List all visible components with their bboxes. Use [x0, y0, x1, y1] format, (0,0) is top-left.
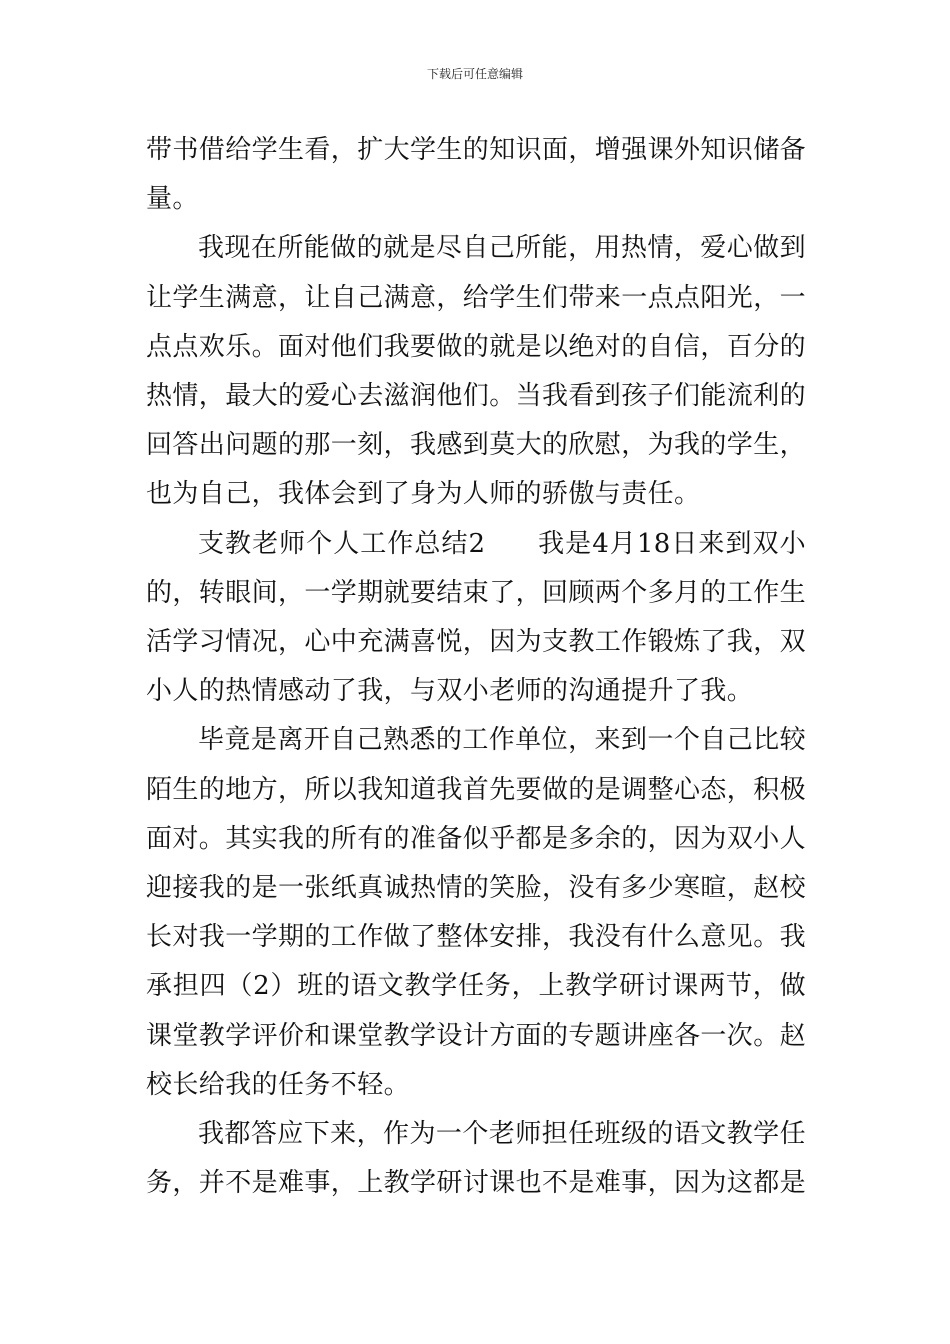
- section-title: 支教老师个人工作总结2: [198, 528, 486, 559]
- paragraph: [146, 520, 806, 717]
- paragraph: [146, 126, 806, 224]
- paragraph-text: 带书借给学生看，扩大学生的知识面，增强课外知识储备量。: [146, 135, 807, 215]
- document-body: [146, 126, 806, 1208]
- header-note: 下载后可任意编辑: [426, 67, 523, 81]
- paragraph: [146, 224, 806, 519]
- paragraph-text: 我都答应下来，作为一个老师担任班级的语文教学任务，并不是难事，上教学研讨课也不是难事，因为这都是: [146, 1119, 807, 1199]
- paragraph-text: 我是4月18日来到双小的，转眼间，一学期就要结束了，回顾两个多月的工作生活学习情况，心中充满喜悦，因为支教工作锻炼了我，双小人的热情感动了我，与双小老师的沟通提升了我。: [146, 528, 807, 707]
- paragraph: [146, 716, 806, 1110]
- paragraph-text: 毕竟是离开自己熟悉的工作单位，来到一个自己比较陌生的地方，所以我知道我首先要做的是调整心态，积极面对。其实我的所有的准备似乎都是多余的，因为双小人迎接我的是一张纸真诚热情的笑脸，没有多少寒暄，赵校长对我一学期的工作做了整体安排，我没有什么意见。我承担四（2）班的语文教学任务，上教学研讨课两节，做课堂教学评价和课堂教学设计方面的专题讲座各一次。赵校长给我的任务不轻。: [146, 725, 807, 1100]
- paragraph-text: 我现在所能做的就是尽自己所能，用热情，爱心做到让学生满意，让自己满意，给学生们带来一点点阳光，一点点欢乐。面对他们我要做的就是以绝对的自信，百分的热情，最大的爱心去滋润他们。当我看到孩子们能流利的回答出问题的那一刻，我感到莫大的欣慰，为我的学生，也为自己，我体会到了身为人师的骄傲与责任。: [146, 233, 807, 510]
- paragraph: [146, 1110, 806, 1208]
